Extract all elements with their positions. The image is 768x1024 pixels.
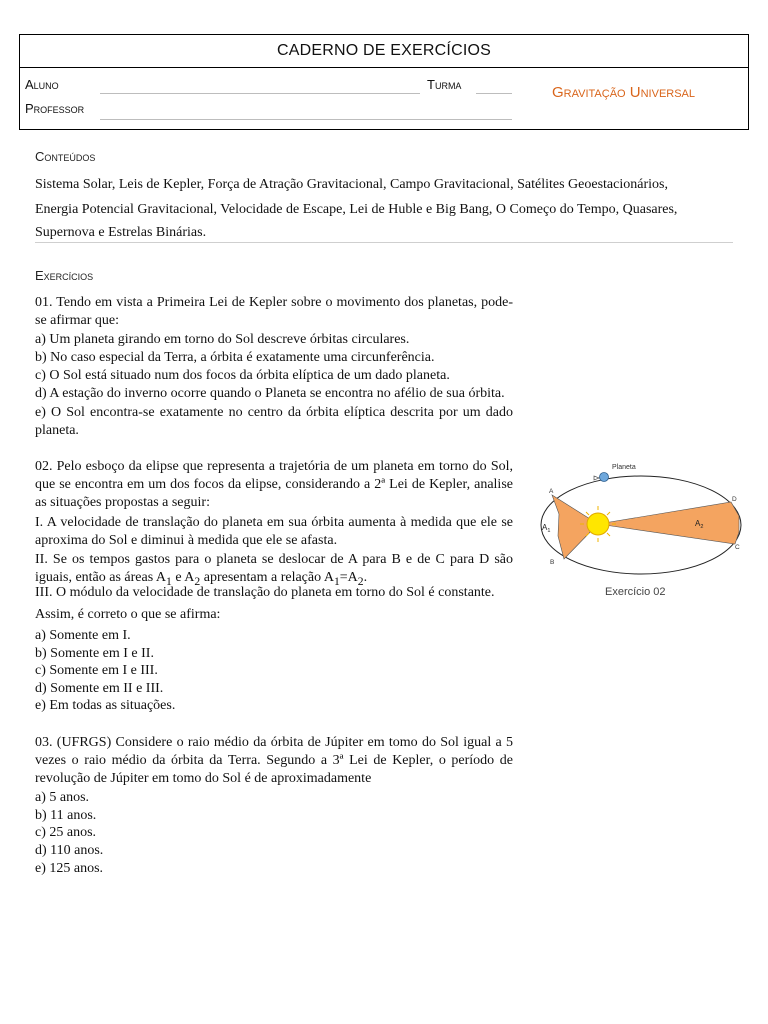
document-title: CADERNO DE EXERCÍCIOS (276, 42, 491, 59)
sun-disc (587, 513, 609, 535)
question-02-prompt: Assim, é correto o que se afirma: (35, 607, 221, 622)
orbit-diagram (536, 458, 748, 584)
question-03-option: e) 125 anos. (35, 861, 104, 876)
question-02-option: d) Somente em II e III. (35, 681, 164, 696)
point-a-label: A (549, 488, 554, 495)
aluno-field[interactable] (100, 93, 420, 94)
question-03-statement: 03. (UFRGS) Considere o raio médio da órbita de Júpiter em tomo do Sol igual a 5 vezes o raio médio da órbita da Terra. Segundo a 3ª Lei de Kepler, o período de revolução de Júpiter em tomo do Sol é de aproximadamente (35, 735, 513, 786)
question-01-option: b) No caso especial da Terra, a órbita é exatamente uma circunferência. (35, 350, 435, 365)
planet-icon (600, 473, 609, 482)
question-02-item-3: III. O módulo da velocidade de translação do planeta em torno do Sol é constante. (35, 585, 495, 600)
planet-label: Planeta (612, 464, 636, 471)
question-01-option: c) O Sol está situado num dos focos da órbita elíptica de um dado planeta. (35, 368, 450, 383)
question-02-option: b) Somente em I e II. (35, 646, 154, 661)
question-03-option: b) 11 anos. (35, 808, 97, 823)
professor-field[interactable] (100, 119, 512, 120)
question-02-option: e) Em todas as situações. (35, 698, 176, 713)
exercises-heading: Exercícios (35, 268, 94, 283)
aluno-label: Aluno (25, 77, 59, 92)
header-box (19, 34, 749, 130)
turma-field[interactable] (476, 93, 512, 94)
question-01-statement: 01. Tendo em vista a Primeira Lei de Kepler sobre o movimento dos planetas, pode-se afirmar que: (35, 295, 513, 328)
subject-title: Gravitação Universal (552, 84, 696, 101)
question-02-statement: 02. Pelo esboço da elipse que representa a trajetória de um planeta em torno do Sol, que se encontra em um dos focos da elipse, considerando a 2ª Lei de Kepler, analise as situações propostas a seguir: (35, 459, 513, 510)
question-03-option: c) 25 anos. (35, 825, 97, 840)
contents-divider (35, 242, 733, 243)
point-b-label: B (550, 559, 555, 566)
point-d-label: D (732, 496, 737, 503)
area-a2-sector (598, 502, 739, 544)
question-03-option: d) 110 anos. (35, 843, 104, 858)
contents-line: Sistema Solar, Leis de Kepler, Força de Atração Gravitacional, Campo Gravitacional, Satélites Geoestacionários, (35, 177, 668, 192)
professor-label: Professor (25, 101, 85, 116)
question-01-option: e) O Sol encontra-se exatamente no centro da órbita elíptica descrita por um dado planeta. (35, 405, 513, 438)
contents-heading: Conteúdos (35, 149, 96, 164)
question-02-option: c) Somente em I e III. (35, 663, 158, 678)
contents-line: Energia Potencial Gravitacional, Velocidade de Escape, Lei de Huble e Big Bang, O Começo do Tempo, Quasares, (35, 202, 678, 217)
area-a1-label: $A_1$ (542, 523, 551, 534)
question-02-item-2: II. Se os tempos gastos para o planeta se deslocar de A para B e de C para D são iguais, então as áreas $A_1$ e $A_2$ apresentam a relação $A_1=A_2$. (35, 552, 513, 588)
question-02-option: a) Somente em I. (35, 628, 131, 643)
question-01-option: a) Um planeta girando em torno do Sol descreve órbitas circulares. (35, 332, 410, 347)
question-02-item-1: I. A velocidade de translação do planeta em sua órbita aumenta à medida que ele se aproxima do Sol e diminui à medida que ele se afasta. (35, 515, 513, 548)
turma-label: Turma (427, 77, 462, 92)
header-divider (20, 67, 748, 68)
question-01-option: d) A estação do inverno ocorre quando o Planeta se encontra no afélio de sua órbita. (35, 386, 505, 401)
question-03-option: a) 5 anos. (35, 790, 90, 805)
figure-caption: Exercício 02 (605, 586, 666, 598)
point-c-label: C (735, 544, 740, 551)
contents-line: Supernova e Estrelas Binárias. (35, 225, 207, 240)
area-a2-label: $A_2$ (695, 519, 704, 530)
planet-arrow-icon (594, 476, 599, 480)
